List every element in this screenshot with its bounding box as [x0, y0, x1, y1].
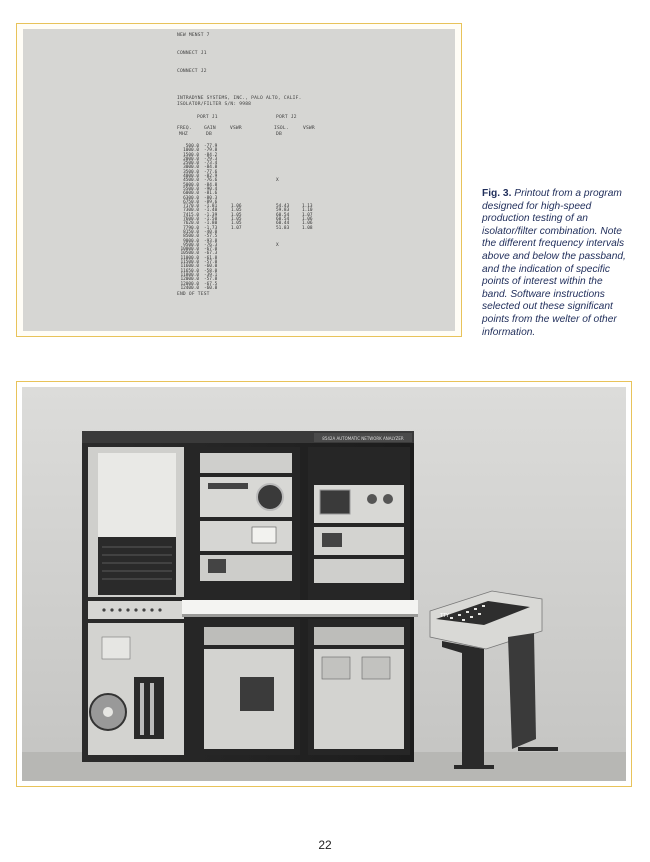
header-line: CONNECT J2: [177, 69, 207, 74]
isol-cell: X: [276, 242, 279, 248]
cabinet-nameplate: 8542A AUTOMATIC NETWORK ANALYZER: [322, 436, 404, 441]
gain-cell: -80.3: [204, 195, 218, 201]
freq-cell: 11000.0: [180, 255, 199, 261]
isol-cell: 60.54: [276, 212, 290, 218]
gain-cell: -77.9: [204, 144, 218, 149]
freq-cell: 12400.0: [180, 285, 199, 291]
freq-cell: 1000.0: [183, 148, 199, 154]
vswr2-cell: 1.13: [302, 204, 313, 210]
gain-cell: -57.5: [204, 234, 218, 240]
freq-cell: 4500.0: [183, 178, 199, 184]
isol-cell: [276, 287, 289, 291]
gain-cell: -39.1: [204, 272, 218, 278]
freq-cell: 2500.0: [183, 161, 199, 167]
freq-cell: 12000.0: [180, 277, 199, 283]
col-freq-header: FREQ.: [177, 126, 192, 131]
freq-cell: 4000.0: [183, 174, 199, 180]
figure-caption: [482, 188, 630, 339]
vswr2-cell: 1.06: [302, 217, 313, 223]
port-j2-label: PORT J2: [276, 115, 297, 120]
freq-column: [175, 145, 199, 291]
vswr1-cell: [231, 287, 242, 291]
col-isol-header: ISOL.: [274, 126, 289, 131]
gain-cell: -77.6: [204, 169, 218, 175]
isol-cell: 60.44: [276, 221, 290, 227]
col-gain-header: GAIN: [204, 126, 216, 131]
gain-cell: -1.73: [204, 225, 218, 231]
gain-cell: -89.6: [204, 199, 218, 205]
gain-cell: -76.3: [204, 242, 218, 248]
gain-cell: -84.8: [204, 165, 218, 171]
vswr2-cell: 1.08: [302, 225, 313, 231]
freq-cell: 2000.0: [183, 156, 199, 162]
header-line: NEW MENST 7: [177, 33, 210, 38]
gain-cell: -40.0: [204, 229, 218, 235]
isol-cell: 59.83: [276, 208, 290, 214]
col-vswr2-header: VSWR: [303, 126, 315, 131]
gain-cell: -1.39: [204, 212, 218, 218]
freq-cell: 3500.0: [183, 169, 199, 175]
freq-cell: 7620.0: [183, 221, 199, 227]
isol-cell: X: [276, 178, 279, 184]
vswr1-cell: 1.05: [231, 212, 242, 218]
vswr1-cell: 1.06: [231, 204, 242, 210]
teleprinter-label: TTY: [440, 613, 450, 619]
gain-cell: -67.0: [204, 247, 218, 253]
freq-cell: 9500.0: [183, 242, 199, 248]
vswr2-cell: [302, 287, 313, 291]
freq-cell: 11650.0: [180, 268, 199, 274]
freq-cell: 6000.0: [183, 191, 199, 197]
vswr2-column: [302, 145, 313, 291]
gain-cell: -79.8: [204, 148, 218, 154]
freq-cell: 12000.0: [180, 281, 199, 287]
freq-cell: 10500.0: [180, 251, 199, 257]
end-of-test-line: END OF TEST: [177, 292, 210, 297]
vswr2-cell: 1.07: [302, 212, 313, 218]
printout-figure: [16, 23, 462, 337]
freq-cell: 3000.0: [183, 165, 199, 171]
printout-sheet: [23, 29, 455, 331]
vswr1-cell: 1.05: [231, 208, 242, 214]
gain-cell: -57.8: [204, 277, 218, 283]
page-number: 22: [318, 838, 332, 852]
freq-cell: 500.0: [185, 144, 199, 149]
freq-cell: 7300.0: [183, 208, 199, 214]
gain-cell: -57.0: [204, 260, 218, 266]
freq-cell: 6750.0: [183, 199, 199, 205]
gain-cell: -1.50: [204, 217, 218, 223]
isol-cell: 51.83: [276, 225, 290, 231]
freq-cell: 11500.0: [180, 260, 199, 266]
col-isol-unit: DB: [276, 132, 282, 137]
header-line: INTRADYNE SYSTEMS, INC., PALO ALTO, CALIF.: [177, 96, 302, 101]
caption-text: Printout from a program designed for high-speed production testing of an isolator/filter combination. Note the different frequency intervals above and below the passband, and the indication of specific points of interest within the band. Software instructions selected out these significant points from the welter of other information.: [482, 188, 626, 338]
header-line: ISOLATOR/FILTER S/N: 9988: [177, 102, 252, 107]
freq-cell: 8500.0: [183, 234, 199, 240]
freq-cell: 7170.0: [183, 204, 199, 210]
freq-cell: 9000.0: [183, 238, 199, 244]
freq-cell: 1500.0: [183, 152, 199, 158]
header-line: CONNECT J1: [177, 51, 207, 56]
freq-cell: 8150.0: [183, 229, 199, 235]
col-freq-unit: MHZ: [179, 132, 188, 137]
freq-cell: 7415.0: [183, 212, 199, 218]
freq-cell: 5000.0: [183, 182, 199, 188]
gain-cell: -67.5: [204, 281, 218, 287]
freq-cell: 10000.0: [180, 247, 199, 253]
gain-cell: -84.8: [204, 182, 218, 188]
freq-cell: 7600.0: [183, 217, 199, 223]
port-j1-label: PORT J1: [197, 115, 218, 120]
freq-cell: 5500.0: [183, 186, 199, 192]
gain-column: [204, 145, 217, 291]
gain-cell: -82.9: [204, 174, 218, 180]
gain-cell: -84.2: [204, 152, 218, 158]
freq-cell: 11600.0: [180, 264, 199, 270]
isol-cell: 54.43: [276, 204, 290, 210]
photo-figure: [16, 381, 632, 787]
vswr2-cell: 1.10: [302, 208, 313, 214]
gain-cell: -76.6: [204, 178, 218, 184]
gain-cell: -1.81: [204, 204, 218, 210]
isol-column: [276, 145, 289, 291]
isol-cell: 60.54: [276, 217, 290, 223]
gain-cell: -1.40: [204, 208, 218, 214]
gain-cell: -79.3: [204, 156, 218, 162]
vswr1-cell: 1.07: [231, 225, 242, 231]
vswr1-cell: 1.05: [231, 221, 242, 227]
vswr2-cell: 1.06: [302, 221, 313, 227]
vswr1-cell: 1.05: [231, 217, 242, 223]
gain-cell: -60.0: [204, 264, 218, 270]
gain-cell: -67.3: [204, 251, 218, 257]
freq-cell: 7790.0: [183, 225, 199, 231]
network-analyzer-photo: [22, 387, 626, 781]
gain-cell: -60.8: [204, 285, 218, 291]
gain-cell: -61.8: [204, 255, 218, 261]
gain-cell: -90.4: [204, 186, 218, 192]
vswr1-column: [231, 145, 242, 291]
gain-cell: -1.80: [204, 221, 218, 227]
gain-cell: -58.0: [204, 268, 218, 274]
caption-label: Fig. 3.: [482, 188, 512, 199]
col-gain-unit: DB: [206, 132, 212, 137]
freq-cell: 11800.0: [180, 272, 199, 278]
gain-cell: -93.8: [204, 238, 218, 244]
gain-cell: -73.4: [204, 161, 218, 167]
col-vswr1-header: VSWR: [230, 126, 242, 131]
gain-cell: -81.6: [204, 191, 218, 197]
freq-cell: 6300.0: [183, 195, 199, 201]
